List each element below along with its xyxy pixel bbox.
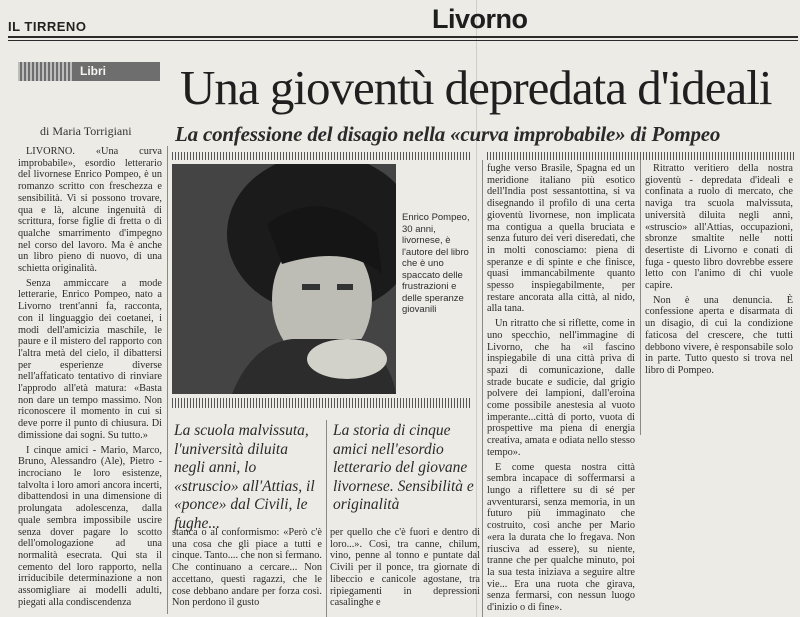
paragraph: Senza ammiccare a mode letterarie, Enrico Pompeo, nato a Livorno trent'anni fa, racconta, con il linguaggio dei coetanei, i modi dell'amicizia maschile, le paure e il mistero del rapporto con l'altra metà del cielo, il dibattersi per esperienze diverse nell'affaticato tentativo di rinviare l'approdo all'età matura: «Basta non dare un tempo massimo. Non riconoscere il momento in cui si deve porre il punto di chiusura. Di dimissione dai sogni. Su tutto.» <box>18 277 162 441</box>
article-column-1 <box>18 146 162 614</box>
hatch-band-left <box>172 152 472 160</box>
article-column-2-end <box>172 527 322 617</box>
hatch-band-right <box>487 152 795 160</box>
newspaper-name: IL TIRRENO <box>8 19 87 34</box>
paragraph: LIVORNO. «Una curva improbabile», esordio letterario del livornese Enrico Pompeo, è un romanzo scritto con freschezza e sensibilità. Vi si possono trovare, qua e là, alcune ingenuità di scrittura, forse figlie di fretta o di qualche smarrimento d'impegno nel corso del lavoro. Ma è anche un libro pieno di nuovo, di una schietta originalità. <box>18 146 162 275</box>
column-divider <box>326 420 327 617</box>
paragraph: Un ritratto che si riflette, come in uno specchio, nell'immagine di Livorno, che ha «il fascino inspiegabile di una città priva di spazi di comunicazione, dalle strade bucate e sudicie, dal grigio polvere dei lampioni, dall'eroina come possibile anestesia al vuoto imperante...città di porto, vuota di prospettive ma piena di energia creativa, amata e odiata nello stesso tempo». <box>487 318 635 458</box>
masthead-rule-thick <box>8 36 798 38</box>
paragraph: stanca o al conformismo: «Però c'è una cosa che gli piace a tutti e cinque. Tanto.... che non si fermano. Che continuano a cercare... Non accettano, questi ragazzi, che le cose debbano andare per forza così. Non perdono il gusto <box>172 527 322 609</box>
author-photo <box>172 164 396 394</box>
masthead-rule-thin <box>8 40 798 41</box>
section-title: Livorno <box>432 4 528 34</box>
paragraph: per quello che c'è fuori e dentro di loro...». Così, tra canne, chilum, vino, penne al tonno e puntate dal Civili per il ponce, tra giornate di libeccio e canicole agostane, tra ripiegamenti in depressioni casalinghe e <box>330 527 480 609</box>
column-divider <box>167 146 168 614</box>
pullquote-right: La storia di cinque amici nell'esordio letterario del giovane livornese. Sensibilità e originalità <box>333 422 474 513</box>
photo-caption: Enrico Pompeo, 30 anni, livornese, è l'autore del libro che è uno spaccato delle frustrazioni e delle speranze giovanili <box>402 212 470 315</box>
column-divider <box>482 160 483 617</box>
hatch-band-pullquote <box>172 398 472 408</box>
portrait-illustration <box>172 164 396 394</box>
rubric-text: Libri <box>80 64 106 78</box>
paragraph: fughe verso Brasile, Spagna ed un meridione italiano più esotico dell'India post sessantottina, si va disegnando il profilo di una certa gioventù livornese, non implicata ma contigua a quella bruciata e senza futuro dei veri diseredati, che in molti conosciamo: piena di speranze e di spinte e che finisce, quasi immancabilmente quanto spesso inspiegabilmente, per restare ancorata alla città, al nido, alla tana. <box>487 163 635 315</box>
subheadline: La confessione del disagio nella «curva improbabile» di Pompeo <box>175 122 721 146</box>
column-divider <box>640 160 641 435</box>
paragraph: E come questa nostra città sembra incapace di soffermarsi a lungo a riflettere su di sé per avventurarsi, senza memoria, in un futuro più immaginato che costruito, così anche per Mario «era la durata che lo fregava. Non riusciva ad essere), su niente, tranne che per qualche minuto, poi la sua testa iniziava a seguire altre vie... Era una ruota che girava, senza fermarsi, con nessun luogo d'inizio o di fine». <box>487 461 635 614</box>
article-column-3-end <box>330 527 480 617</box>
article-column-4 <box>487 163 635 615</box>
paragraph: I cinque amici - Mario, Marco, Bruno, Alessandro (Ale), Pietro - incrociano le loro esistenze, talvolta i loro amori ancora incerti, dibattendosi in una dimensione di prolungata adolescenza, dalla quale sembra impossibile uscire senza dover pagare lo scotto dell'omologazione ad una normalità esecrata. Qui sta il cemento del loro rapporto, nella irriducibile determinazione a non assomigliare ai modelli adulti, piegati alla condiscendenza <box>18 444 162 608</box>
rubric-dot-pattern <box>18 62 74 81</box>
pullquote-left: La scuola malvissuta, l'università diluita negli anni, lo «struscio» all'Attias, il «ponce» dal Civili, le fughe... <box>174 422 315 532</box>
paragraph: Ritratto veritiero della nostra gioventù - depredata d'ideali e confinata a ruolo di mercato, che naviga tra scuola malvissuta, università diluita negli anni, «struscio» all'Attias, occupazioni, sbronze smaltite nelle notti desertiste di Livorno e conati di fuga - questo libro dovrebbe essere letto con l'animo di chi vuole capire. <box>645 163 793 292</box>
article-column-5 <box>645 163 793 433</box>
headline: Una gioventù depredata d'ideali <box>180 60 772 115</box>
paragraph: Non è una denuncia. È confessione aperta e disarmata di un disagio, di cui la condizione faticosa del crescere, che tutti debbono vivere, è responsabile solo in parte. Tutto questo si trova nel libro di Pompeo. <box>645 294 793 376</box>
rubric-label <box>18 62 160 81</box>
byline: di Maria Torrigiani <box>40 124 132 138</box>
